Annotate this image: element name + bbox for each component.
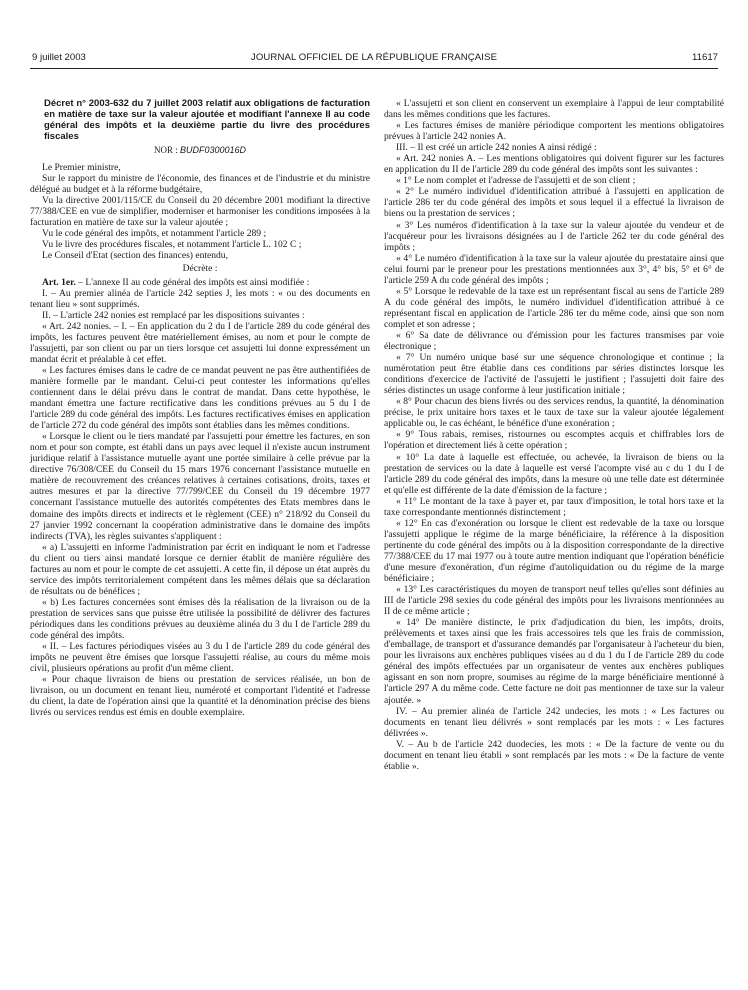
article-paragraph: « Les factures émises dans le cadre de ce mandat peuvent ne pas être authentifiées de manière formelle par le mandant. Celui-ci peut contester les informations qu'elles contiennent dans le délai prévu dans le contrat de mandat. Dans cette hypothèse, le mandant émettra une facture rectificative dans les conditions prévues au 5 du I de l'article 289 du code général des impôts. Les factures rectificatives émises en application de l'article 272 du code général des impôts sont établies dans les mêmes conditions.: [30, 364, 370, 432]
article-1-intro: [30, 277, 370, 288]
nor-label: NOR :: [153, 145, 178, 155]
article-paragraph: « 4° Le numéro d'identification à la taxe sur la valeur ajoutée du prestataire ainsi que celui fourni par le preneur pour les prestations mentionnées aux 3°, 4° bis, 5° et 6° de l'article 259 A du code général des impôts ;: [384, 252, 724, 286]
decree-enacting-formula: Décrète :: [182, 263, 218, 275]
article-paragraph: « 14° De manière distincte, le prix d'adjudication du bien, les impôts, droits, prélèvements et taxes ainsi que les frais accessoires tels que les frais de commission, d'emballage, de transport et d'assurance demandés par l'organisateur à l'acheteur du bien, pour les livraisons aux enchères publiques visées au d du 1 du I de l'article 289 du code général des impôts effectuées par un organisateur de ventes aux enchères publiques agissant en son nom propre, soumises au régime de la marge bénéficiaire mentionné à l'article 297 A du même code. Cette facture ne doit pas mentionner de taxe sur la valeur ajoutée. »: [384, 617, 724, 706]
article-paragraph: « b) Les factures concernées sont émises dès la réalisation de la livraison ou de la prestation de services sans que puisse être utilisée la possibilité de délivrer des factures périodiques dans les conditions prévues au deuxième alinéa du 3 du I de l'article 289 du code général des impôts.: [30, 596, 370, 642]
article-paragraph: « 9° Tous rabais, remises, ristournes ou escomptes acquis et chiffrables lors de l'opération et directement liés à cette opération ;: [384, 429, 724, 452]
article-paragraph: II. – L'article 242 nonies est remplacé par les dispositions suivantes :: [42, 309, 305, 321]
article-paragraph: I. – Au premier alinéa de l'article 242 septies J, les mots : « ou des documents en tenant lieu » sont supprimés.: [30, 287, 370, 310]
article-paragraph: « 2° Le numéro individuel d'identification attribué à l'assujetti en application de l'article 286 ter du code général des impôts et sous lequel il a effectué la livraison de biens ou la prestation de services ;: [384, 186, 724, 220]
article-paragraph: « Art. 242 nonies A. – Les mentions obligatoires qui doivent figurer sur les factures en application du II de l'article 289 du code général des impôts sont les suivantes :: [384, 153, 724, 176]
running-header: [30, 52, 718, 69]
article-paragraph: « 3° Les numéros d'identification à la taxe sur la valeur ajoutée du vendeur et de l'acquéreur pour les livraisons désignées au I de l'article 262 ter du code général des impôts ;: [384, 219, 724, 253]
decree-consideration: Sur le rapport du ministre de l'économie, des finances et de l'industrie et du ministre délégué au budget et à la réforme budgétaire,: [30, 173, 370, 196]
article-paragraph: « II. – Les factures périodiques visées au 3 du I de l'article 289 du code général des impôts ne peuvent être émises que lorsque l'assujetti réalise, au cours du même mois civil, plusieurs opérations au profit d'un même client.: [30, 641, 370, 675]
nor-reference: [30, 145, 370, 156]
article-1-heading: Art. 1er.: [42, 276, 76, 288]
article-paragraph: « Lorsque le client ou le tiers mandaté par l'assujetti pour émettre les factures, en son nom et pour son compte, est établi dans un pays avec lequel il n'existe aucun instrument juridique relatif à l'assistance mutuelle ayant une portée similaire à celle prévue par la directive 76/308/CEE du Conseil du 15 mars 1976 concernant l'assistance mutuelle en matière de recouvrement des créances relatives à certaines cotisations, droits, taxes et autres mesures et par la directive 77/799/CEE du Conseil du 19 décembre 1977 concernant l'assistance mutuelle des autorités compétentes des Etats membres dans le domaine des impôts directs et indirects et le règlement (CEE) n° 218/92 du Conseil du 27 janvier 1992 concernant la coopération administrative dans le domaine des impôts indirects (TVA), les règles suivantes s'appliquent :: [30, 431, 370, 542]
decree-title: Décret n° 2003-632 du 7 juillet 2003 relatif aux obligations de facturation en matière de taxe sur la valeur ajoutée et modifiant l'annexe II au code général des impôts et la deuxième partie du livre des procédures fiscales: [44, 98, 370, 142]
article-paragraph: « 8° Pour chacun des biens livrés ou des services rendus, la quantité, la dénomination précise, le prix unitaire hors taxes et le taux de taxe sur la valeur ajoutée légalement applicable ou, le cas échéant, le bénéfice d'une exonération ;: [384, 396, 724, 430]
article-paragraph: « 11° Le montant de la taxe à payer et, par taux d'imposition, le total hors taxe et la taxe correspondante mentionnés distinctement ;: [384, 495, 724, 518]
article-paragraph: « a) L'assujetti en informe l'administration par écrit en indiquant le nom et l'adresse du client ou tiers ainsi mandaté lorsque ce dernier établit de manière régulière des factures au nom et pour le compte de cet assujetti. A cette fin, il dépose un état auprès du service des impôts territorialement compétent dans les mêmes délais que sa déclaration de résultats ou de bénéfices ;: [30, 541, 370, 597]
article-paragraph: « 12° En cas d'exonération ou lorsque le client est redevable de la taxe ou lorsque l'assujetti applique le régime de la marge bénéficiaire, la référence à la disposition pertinente du code général des impôts ou à la disposition correspondante de la directive 77/388/CEE du 17 mai 1977 ou à toute autre mention indiquant que l'opération bénéficie d'une mesure d'exonération, d'un régime d'autoliquidation ou du régime de la marge bénéficiaire ;: [384, 517, 724, 585]
journal-title: JOURNAL OFFICIEL DE LA RÉPUBLIQUE FRANÇAISE: [250, 52, 498, 63]
article-paragraph: « 10° La date à laquelle est effectuée, ou achevée, la livraison de biens ou la prestation de services ou la date à laquelle est versé l'acompte visé au c du 1 du I de l'article 289 du code général des impôts, dans la mesure où une telle date est déterminée et qu'elle est différente de la date d'émission de la facture ;: [384, 451, 724, 496]
article-paragraph: « 6° Sa date de délivrance ou d'émission pour les factures transmises par voie électronique ;: [384, 329, 724, 353]
issue-date: 9 juillet 2003: [32, 52, 86, 63]
page-number: 11617: [692, 52, 718, 63]
article-paragraph: « Pour chaque livraison de biens ou prestation de services réalisée, un bon de livraison, ou un document en tenant lieu, numéroté et comportant l'identité et l'adresse du client, la date de l'opération ainsi que la quantité et la dénomination précise des biens livrés ou services rendus est émis en double exemplaire.: [30, 674, 370, 719]
article-paragraph: « Art. 242 nonies. – I. – En application du 2 du I de l'article 289 du code général des impôts, les factures peuvent être matériellement émises, au nom et pour le compte de l'assujetti, par son client ou par un tiers lorsque cet assujetti lui donne expressément un mandat écrit et préalable à cet effet.: [30, 320, 370, 365]
left-column: [30, 98, 370, 718]
nor-code: BUDF0300016D: [179, 145, 247, 155]
decree-consideration: Le Conseil d'Etat (section des finances) entendu,: [42, 250, 228, 262]
decree-opening: Le Premier ministre,: [42, 162, 121, 174]
article-paragraph: « 7° Un numéro unique basé sur une séquence chronologique et continue ; la numérotation peut être établie dans ces conditions par séries distinctes lorsque les conditions d'exercice de l'activité de l'assujetti le justifient ; l'assujetti doit faire des séries distinctes un usage conforme à leur justification initiale ;: [384, 352, 724, 397]
right-column: [384, 98, 724, 772]
article-1-intro-text: – L'annexe II au code général des impôts est ainsi modifiée :: [75, 276, 310, 288]
article-paragraph: « 1° Le nom complet et l'adresse de l'assujetti et de son client ;: [396, 175, 636, 187]
article-paragraph: V. – Au b de l'article 242 duodecies, les mots : « De la facture de vente ou du document en tenant lieu établi » sont remplacés par les mots : « De la facture de vente établie ».: [384, 738, 724, 772]
decree-consideration: Vu la directive 2001/115/CE du Conseil du 20 décembre 2001 modifiant la directive 77/388/CEE en vue de simplifier, moderniser et harmoniser les conditions imposées à la facturation en matière de taxe sur la valeur ajoutée ;: [30, 195, 370, 229]
decree-consideration: Vu le code général des impôts, et notamment l'article 289 ;: [42, 228, 267, 240]
article-paragraph: « 13° Les caractéristiques du moyen de transport neuf telles qu'elles sont définies au III de l'article 298 sexies du code général des impôts pour les livraisons mentionnées au II de ce même article ;: [384, 584, 724, 618]
article-paragraph: « L'assujetti et son client en conservent un exemplaire à l'appui de leur comptabilité dans les mêmes conditions que les factures.: [384, 98, 724, 121]
article-paragraph: III. – Il est créé un article 242 nonies A ainsi rédigé :: [396, 142, 597, 154]
decree-consideration: Vu le livre des procédures fiscales, et notamment l'article L. 102 C ;: [42, 239, 302, 251]
article-paragraph: IV. – Au premier alinéa de l'article 242 undecies, les mots : « Les factures ou documents en tenant lieu délivrés » sont remplacés par les mots : « Les factures délivrées ».: [384, 705, 724, 739]
article-paragraph: « Les factures émises de manière périodique comportent les mentions obligatoires prévues à l'article 242 nonies A.: [384, 120, 724, 143]
article-paragraph: « 5° Lorsque le redevable de la taxe est un représentant fiscal au sens de l'article 289 A du code général des impôts, le numéro individuel d'identification attribué à ce représentant fiscal en application de l'article 286 ter du même code, ainsi que son nom complet et son adresse ;: [384, 285, 724, 330]
